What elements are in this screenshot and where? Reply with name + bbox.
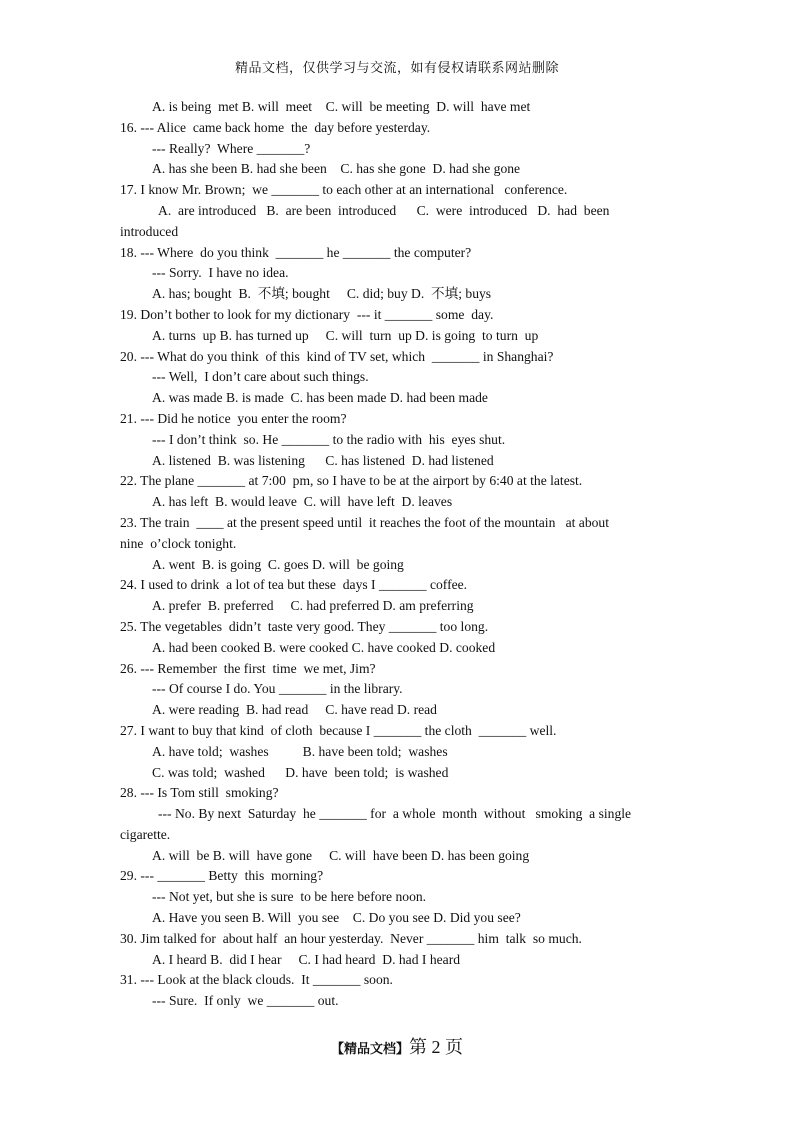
text-line: --- Sure. If only we _______ out.: [152, 993, 339, 1009]
text-line: A. had been cooked B. were cooked C. have cooked D. cooked: [152, 639, 496, 655]
page-number: 第 2 页: [409, 1037, 463, 1057]
document-body: [120, 97, 680, 1012]
text-line: 28. --- Is Tom still smoking?: [120, 785, 279, 801]
text-line: 29. --- _______ Betty this morning?: [120, 868, 324, 884]
text-line: 20. --- What do you think of this kind of TV set, which _______ in Shanghai?: [120, 348, 554, 364]
text-line: --- Really? Where _______?: [152, 140, 311, 156]
text-line: introduced: [120, 223, 179, 239]
text-line: 19. Don’t bother to look for my dictionary --- it _______ some day.: [120, 306, 494, 322]
text-line: A. has; bought B. 不填; bought C. did; buy D. 不填; buys: [152, 286, 492, 302]
text-line: A. I heard B. did I hear C. I had heard D. had I heard: [152, 951, 461, 967]
text-line: A. were reading B. had read C. have read D. read: [152, 702, 437, 718]
text-line: 22. The plane _______ at 7:00 pm, so I have to be at the airport by 6:40 at the latest.: [120, 473, 583, 489]
text-line: A. prefer B. preferred C. had preferred D. am preferring: [152, 598, 474, 614]
text-line: 26. --- Remember the first time we met, Jim?: [120, 660, 376, 676]
text-line: nine o’clock tonight.: [120, 535, 237, 551]
text-line: 27. I want to buy that kind of cloth because I _______ the cloth _______ well.: [120, 722, 557, 738]
text-line: A. listened B. was listening C. has listened D. had listened: [152, 452, 494, 468]
text-line: --- I don’t think so. He _______ to the radio with his eyes shut.: [152, 431, 506, 447]
text-line: C. was told; washed D. have been told; is washed: [152, 764, 449, 780]
text-line: 16. --- Alice came back home the day before yesterday.: [120, 119, 431, 135]
text-line: --- No. By next Saturday he _______ for a whole month without smoking a single: [158, 806, 632, 822]
text-line: 24. I used to drink a lot of tea but these days I _______ coffee.: [120, 577, 468, 593]
page-footer: [0, 1033, 794, 1059]
text-line: 18. --- Where do you think _______ he _______ the computer?: [120, 244, 472, 260]
text-line: A. has left B. would leave C. will have left D. leaves: [152, 494, 453, 510]
text-line: A. has she been B. had she been C. has she gone D. had she gone: [152, 161, 521, 177]
text-line: A. went B. is going C. goes D. will be going: [152, 556, 404, 572]
text-line: A. is being met B. will meet C. will be meeting D. will have met: [152, 99, 531, 114]
footer-brand: 【精品文档】: [330, 1042, 409, 1057]
text-line: --- Of course I do. You _______ in the library.: [152, 681, 403, 697]
text-line: 21. --- Did he notice you enter the room?: [120, 410, 347, 426]
text-line: 17. I know Mr. Brown; we _______ to each other at an international conference.: [120, 182, 568, 198]
text-line: 31. --- Look at the black clouds. It _______ soon.: [120, 972, 393, 988]
text-line: A. are introduced B. are been introduced C. were introduced D. had been: [158, 202, 610, 218]
text-line: A. Have you seen B. Will you see C. Do you see D. Did you see?: [152, 910, 521, 926]
text-line: --- Well, I don’t care about such things.: [152, 369, 369, 385]
text-line: 30. Jim talked for about half an hour yesterday. Never _______ him talk so much.: [120, 930, 582, 946]
text-line: 23. The train ____ at the present speed until it reaches the foot of the mountain at about: [120, 514, 609, 530]
text-line: A. will be B. will have gone C. will have been D. has been going: [152, 847, 530, 863]
text-line: A. was made B. is made C. has been made D. had been made: [152, 390, 488, 406]
page-header: 精品文档，仅供学习与交流，如有侵权请联系网站删除: [234, 61, 559, 76]
text-line: A. have told; washes B. have been told; washes: [152, 743, 448, 759]
text-line: --- Sorry. I have no idea.: [152, 265, 289, 281]
text-line: --- Not yet, but she is sure to be here before noon.: [152, 889, 427, 905]
text-line: 25. The vegetables didn’t taste very good. They _______ too long.: [120, 618, 489, 634]
text-line: cigarette.: [120, 826, 171, 842]
text-line: A. turns up B. has turned up C. will turn up D. is going to turn up: [152, 327, 539, 343]
